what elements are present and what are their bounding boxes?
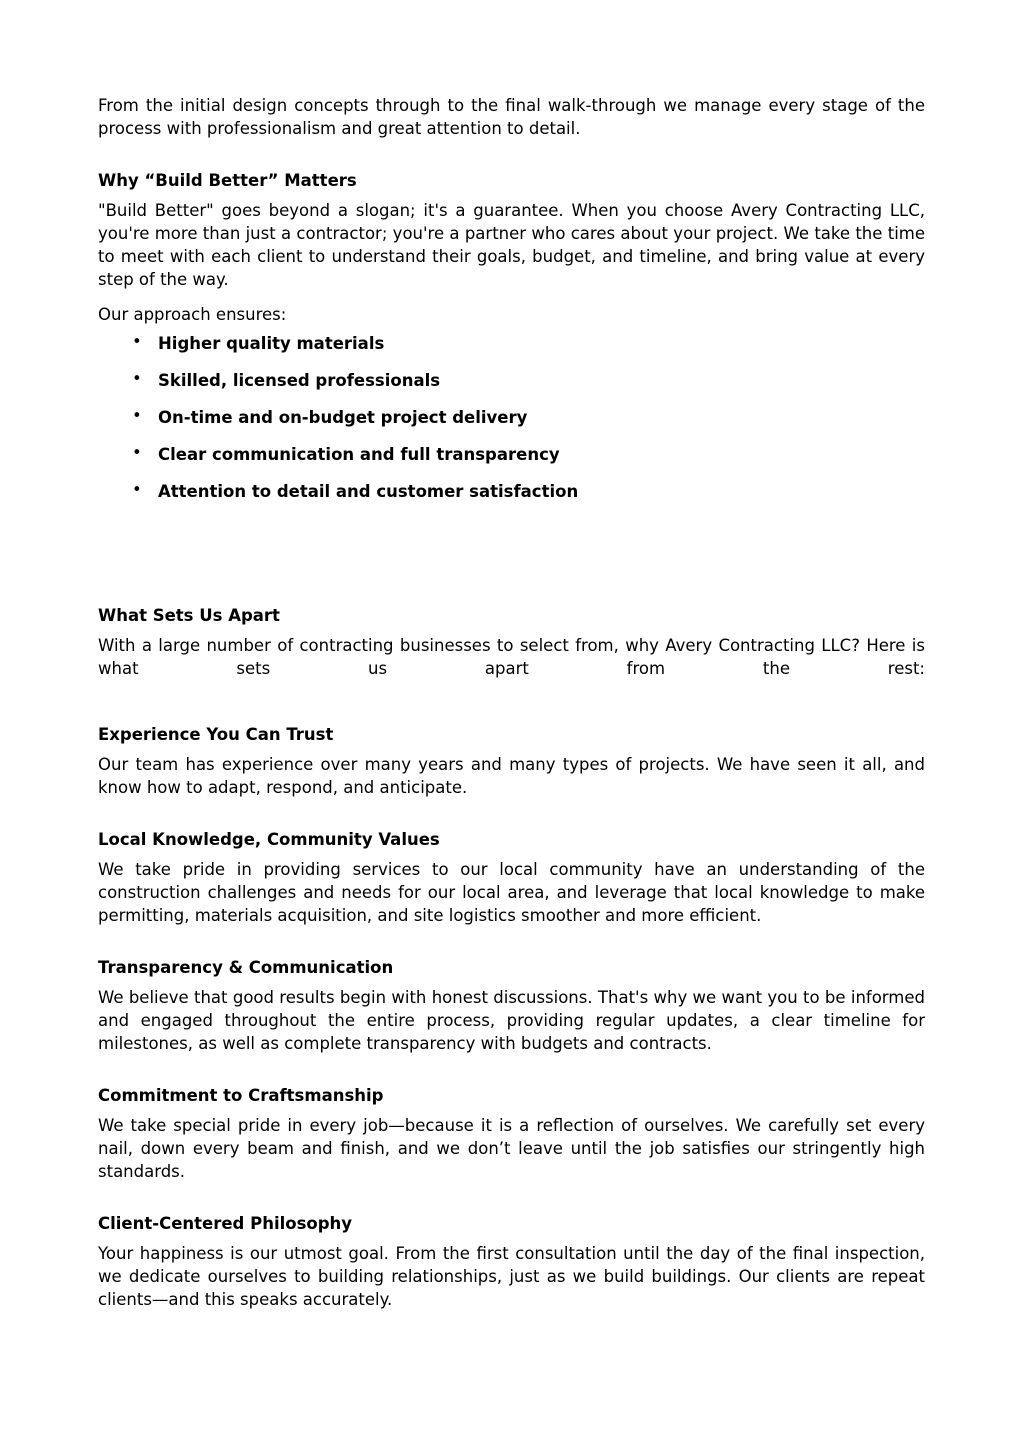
list-item-label: Skilled, licensed professionals: [158, 371, 441, 390]
section-heading-client-centered: Client-Centered Philosophy: [98, 1214, 353, 1233]
sets-us-apart-heading: What Sets Us Apart: [98, 606, 280, 625]
list-item: [98, 480, 925, 503]
list-item: [98, 369, 925, 392]
section-heading-experience: Experience You Can Trust: [98, 725, 334, 744]
spacer: [98, 680, 925, 694]
list-item: [98, 332, 925, 355]
section-heading-transparency: Transparency & Communication: [98, 958, 394, 977]
section-body-craftsmanship: We take special pride in every job—because it is a reflection of ourselves. We carefully set every nail, down every beam and finish, and we don’t leave until the job satisfies our stringently high standards.: [98, 1116, 925, 1181]
list-item-label: On-time and on-budget project delivery: [158, 408, 528, 427]
why-build-better-heading: Why “Build Better” Matters: [98, 171, 357, 190]
sets-us-apart-body: With a large number of contracting businesses to select from, why Avery Contracting LLC? Here is what sets us apart from the rest:: [98, 636, 925, 678]
spacer: [98, 517, 925, 575]
section-body-experience: Our team has experience over many years and many types of projects. We have seen it all, and know how to adapt, respond, and anticipate.: [98, 755, 925, 797]
list-item: [98, 406, 925, 429]
list-item-label: Higher quality materials: [158, 334, 385, 353]
bullet-icon: •: [132, 480, 142, 499]
section-heading-local-knowledge: Local Knowledge, Community Values: [98, 830, 440, 849]
approach-label: Our approach ensures:: [98, 305, 287, 324]
list-item-label: Clear communication and full transparency: [158, 445, 560, 464]
section-body-local-knowledge: We take pride in providing services to our local community have an understanding of the construction challenges and needs for our local area, and leverage that local knowledge to make permitting, materials acquisition, and site logistics smoother and more efficient.: [98, 860, 925, 925]
intro-paragraph: From the initial design concepts through to the final walk-through we manage every stage of the process with professionalism and great attention to detail.: [98, 96, 925, 138]
section-body-transparency: We believe that good results begin with honest discussions. That's why we want you to be informed and engaged throughout the entire process, providing regular updates, a clear timeline for milestones, as well as complete transparency with budgets and contracts.: [98, 988, 925, 1053]
bullet-icon: •: [132, 332, 142, 351]
bullet-icon: •: [132, 406, 142, 425]
list-item-label: Attention to detail and customer satisfaction: [158, 482, 579, 501]
bullet-icon: •: [132, 369, 142, 388]
approach-list: [98, 332, 925, 503]
section-body-client-centered: Your happiness is our utmost goal. From the first consultation until the day of the final inspection, we dedicate ourselves to building relationships, just as we build buildings. Our clients are repeat clients—and this speaks accurately.: [98, 1244, 925, 1309]
why-build-better-body: "Build Better" goes beyond a slogan; it's a guarantee. When you choose Avery Contracting LLC, you're more than just a contractor; you're a partner who cares about your project. We take the time to meet with each client to understand their goals, budget, and timeline, and bring value at every step of the way.: [98, 201, 925, 289]
document-page: [98, 94, 925, 1311]
list-item: [98, 443, 925, 466]
section-heading-craftsmanship: Commitment to Craftsmanship: [98, 1086, 384, 1105]
bullet-icon: •: [132, 443, 142, 462]
